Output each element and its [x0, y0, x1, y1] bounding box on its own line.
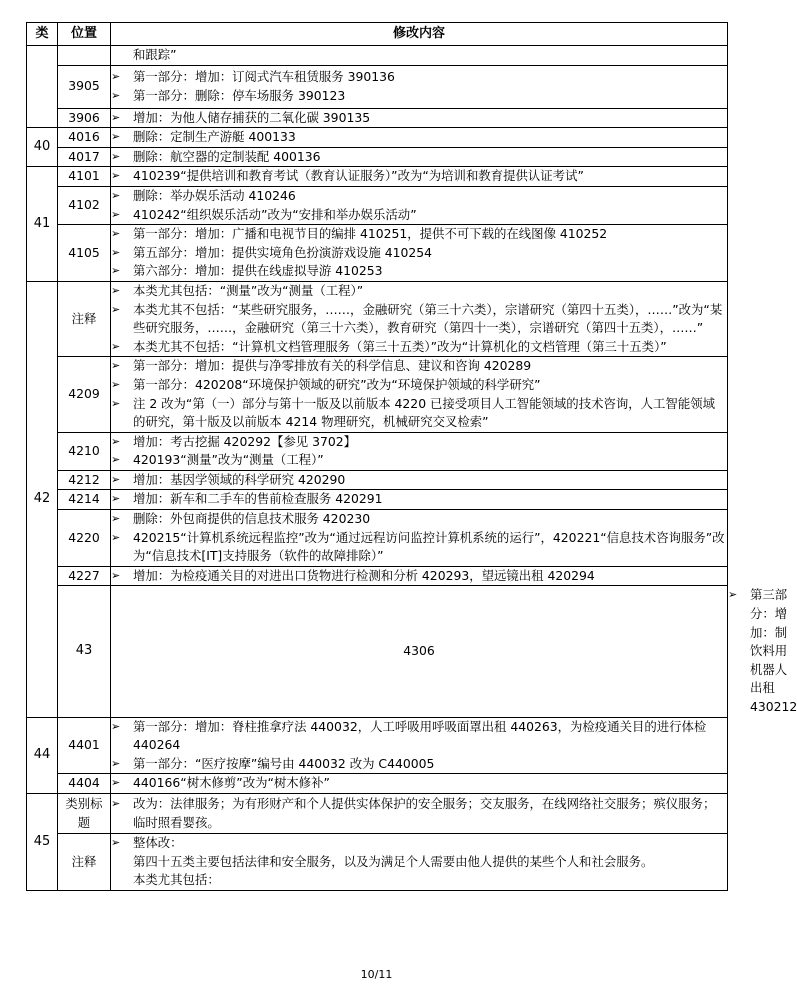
list-item	[111, 68, 727, 87]
item-text: 第六部分：增加：提供在线虚拟导游 410253	[133, 263, 383, 279]
arrow-bullet-icon: ➢	[111, 188, 121, 202]
item-text: 删除：定制生产游艇 400133	[133, 129, 296, 145]
arrow-bullet-icon: ➢	[111, 472, 121, 486]
arrow-bullet-icon: ➢	[111, 492, 121, 506]
table-row	[27, 167, 728, 187]
list-item	[111, 148, 727, 167]
item-text: 增加：基因学领域的科学研究 420290	[133, 471, 346, 487]
class-cell-45: 45	[27, 793, 58, 890]
content-cell	[111, 566, 728, 586]
item-text: 增加：为他人储存捕获的二氧化碳 390135	[133, 109, 371, 125]
item-text: 整体改：	[133, 835, 183, 851]
table-row	[27, 793, 728, 833]
table-header-row	[27, 23, 728, 46]
position-cell: 4210	[58, 432, 111, 470]
list-item	[111, 834, 727, 853]
content-cell	[111, 357, 728, 432]
revision-table	[26, 22, 797, 891]
list-item	[111, 262, 727, 281]
item-text: 第一部分：删除：停车场服务 390123	[133, 87, 346, 103]
class-cell-39	[27, 46, 58, 128]
position-cell: 4101	[58, 167, 111, 187]
table-row	[27, 566, 728, 586]
content-cell	[111, 717, 728, 774]
page-number: 10/11	[360, 968, 393, 981]
arrow-bullet-icon: ➢	[111, 130, 121, 144]
arrow-bullet-icon: ➢	[111, 453, 121, 467]
item-text: 第五部分：增加：提供实境角色扮演游戏设施 410254	[133, 244, 433, 260]
arrow-bullet-icon: ➢	[111, 530, 121, 544]
list-item	[111, 109, 727, 128]
position-cell: 3905	[58, 65, 111, 108]
item-text: 第一部分：增加：订阅式汽车租赁服务 390136	[133, 69, 395, 84]
table-row	[27, 510, 728, 567]
item-text: 增加：新车和二手车的售前检查服务 420291	[133, 491, 383, 507]
item-text: 第三部分：增加：制饮料用机器人出租 430212	[750, 587, 797, 714]
list-item	[111, 301, 727, 338]
arrow-bullet-icon: ➢	[111, 264, 121, 278]
item-text: 420215“计算机系统远程监控”改为“通过远程访问监控计算机系统的运行”，420221“信息技术咨询服务”改为“信息技术[IT]支持服务（软件的故障排除）”	[133, 529, 725, 564]
item-text: 增加：为检疫通关目的对进出口货物进行检测和分析 420293，望远镜出租 420294	[133, 567, 595, 583]
list-item	[111, 529, 727, 566]
continued-text: 和跟踪”	[133, 47, 177, 62]
arrow-bullet-icon: ➢	[111, 302, 121, 316]
table-row	[27, 774, 728, 794]
list-item	[111, 471, 727, 490]
table-row	[27, 470, 728, 490]
table-row	[27, 281, 728, 356]
content-cell	[111, 510, 728, 567]
item-text: 第一部分：增加：广播和电视节目的编排 410251，提供不可下载的在线图像 410252	[133, 226, 608, 242]
position-cell: 4105	[58, 225, 111, 282]
position-cell: 4227	[58, 566, 111, 586]
content-cell	[111, 186, 728, 224]
table-row	[27, 432, 728, 470]
list-item	[111, 490, 727, 509]
arrow-bullet-icon: ➢	[111, 227, 121, 241]
list-item	[111, 282, 727, 301]
item-text: 第一部分：420208“环境保护领域的研究”改为“环境保护领域的科学研究”	[133, 376, 541, 392]
item-text: 注 2 改为“第（一）部分与第十一版及以前版本 4220 已接受项目人工智能领域的技术咨询，人工智能领域的研究，第十版及以前版本 4214 物理研究，机械研究交叉检索”	[133, 395, 715, 430]
table-row	[27, 65, 728, 108]
list-item	[111, 244, 727, 263]
item-text: 440166“树木修剪”改为“树木修补”	[133, 775, 330, 791]
note-line: 本类尤其包括：	[133, 872, 220, 888]
content-cell	[111, 65, 728, 108]
arrow-bullet-icon: ➢	[111, 396, 121, 410]
arrow-bullet-icon: ➢	[111, 169, 121, 183]
arrow-bullet-icon: ➢	[111, 719, 121, 733]
content-cell	[111, 225, 728, 282]
position-cell: 4401	[58, 717, 111, 774]
table-row	[27, 108, 728, 128]
table-row	[27, 490, 728, 510]
content-cell	[111, 128, 728, 148]
arrow-bullet-icon: ➢	[111, 359, 121, 373]
class-cell-43: 43	[58, 586, 111, 717]
arrow-bullet-icon: ➢	[111, 339, 121, 353]
content-cell	[111, 167, 728, 187]
arrow-bullet-icon: ➢	[111, 568, 121, 582]
item-text: 第一部分：“医疗按摩”编号由 440032 改为 C440005	[133, 755, 435, 771]
item-text: 删除：举办娱乐活动 410246	[133, 187, 296, 203]
item-text: 410242“组织娱乐活动”改为“安排和举办娱乐活动”	[133, 206, 417, 222]
list-item	[111, 795, 727, 832]
content-cell	[111, 793, 728, 833]
list-item	[111, 510, 727, 529]
header-position: 位置	[58, 23, 111, 46]
position-cell: 4102	[58, 186, 111, 224]
arrow-bullet-icon: ➢	[111, 245, 121, 259]
table-row	[27, 147, 728, 167]
list-item	[111, 451, 727, 470]
table-row	[27, 186, 728, 224]
item-text: 410239“提供培训和教育考试（教育认证服务）”改为“为培训和教育提供认证考试”	[133, 168, 584, 184]
position-cell: 4016	[58, 128, 111, 148]
class-cell-40: 40	[27, 128, 58, 167]
item-text: 删除：外包商提供的信息技术服务 420230	[133, 511, 371, 527]
list-item	[111, 225, 727, 244]
position-cell: 4209	[58, 357, 111, 432]
table-row	[27, 46, 728, 66]
list-item	[111, 87, 727, 106]
class-cell-41: 41	[27, 167, 58, 282]
item-text: 删除：航空器的定制装配 400136	[133, 148, 321, 164]
arrow-bullet-icon: ➢	[111, 88, 121, 102]
arrow-bullet-icon: ➢	[111, 434, 121, 448]
position-cell: 4306	[111, 586, 728, 717]
list-item	[111, 128, 727, 147]
position-cell: 3906	[58, 108, 111, 128]
arrow-bullet-icon: ➢	[111, 110, 121, 124]
list-item	[111, 338, 727, 357]
list-item	[111, 206, 727, 225]
list-item	[111, 718, 727, 755]
position-cell	[58, 46, 111, 66]
item-text: 第一部分：增加：提供与净零排放有关的科学信息、建议和咨询 420289	[133, 358, 532, 374]
table-row	[27, 586, 728, 717]
arrow-bullet-icon: ➢	[111, 512, 121, 526]
table-row	[27, 717, 728, 774]
position-cell: 4212	[58, 470, 111, 490]
item-text: 本类尤其不包括：“计算机文档管理服务（第三十五类）”改为“计算机化的文档管理（第三十五类）”	[133, 338, 667, 354]
class-cell-42: 42	[27, 281, 58, 717]
list-item	[111, 774, 727, 793]
content-cell	[111, 834, 728, 891]
item-text: 420193“测量”改为“测量（工程）”	[133, 452, 324, 468]
note-line: 第四十五类主要包括法律和安全服务，以及为满足个人需要由他人提供的某些个人和社会服务。	[133, 853, 654, 869]
position-cell: 注释	[58, 834, 111, 891]
arrow-bullet-icon: ➢	[111, 756, 121, 770]
class-cell-44: 44	[27, 717, 58, 793]
content-cell	[111, 281, 728, 356]
table-row	[27, 357, 728, 432]
content-cell	[111, 147, 728, 167]
content-cell	[111, 470, 728, 490]
item-text: 改为：法律服务；为有形财产和个人提供实体保护的安全服务；交友服务，在线网络社交服务；殡仪服务；临时照看婴孩。	[133, 795, 716, 830]
arrow-bullet-icon: ➢	[728, 588, 738, 602]
list-item	[111, 755, 727, 774]
content-cell	[111, 490, 728, 510]
position-cell: 4220	[58, 510, 111, 567]
list-item	[111, 357, 727, 376]
arrow-bullet-icon: ➢	[111, 796, 121, 810]
content-cell	[111, 774, 728, 794]
arrow-bullet-icon: ➢	[111, 283, 121, 297]
content-cell	[111, 46, 728, 66]
arrow-bullet-icon: ➢	[111, 836, 121, 850]
header-class: 类	[27, 23, 58, 46]
position-cell: 4017	[58, 147, 111, 167]
list-item	[111, 433, 727, 452]
header-content: 修改内容	[111, 23, 728, 46]
arrow-bullet-icon: ➢	[111, 70, 121, 83]
arrow-bullet-icon: ➢	[111, 377, 121, 391]
item-text: 第一部分：增加：脊柱推拿疗法 440032，人工呼吸用呼吸面罩出租 440263，为检疫通关目的进行体检 440264	[133, 718, 707, 753]
position-cell: 4404	[58, 774, 111, 794]
list-item	[111, 167, 727, 186]
position-cell: 类别标题	[58, 793, 111, 833]
arrow-bullet-icon: ➢	[111, 149, 121, 163]
list-item	[111, 187, 727, 206]
arrow-bullet-icon: ➢	[111, 776, 121, 790]
table-row	[27, 225, 728, 282]
table-row	[27, 128, 728, 148]
list-item	[111, 567, 727, 586]
content-cell	[111, 432, 728, 470]
item-text: 本类尤其不包括：“某些研究服务，……，金融研究（第三十六类），宗谱研究（第四十五类），……”改为“某些研究服务，……，金融研究（第三十六类），教育研究（第四十一类），宗谱研究（第四十五类），……”	[133, 301, 723, 336]
table-row	[27, 834, 728, 891]
item-text: 本类尤其包括：“测量”改为“测量（工程）”	[133, 282, 364, 298]
content-cell	[111, 108, 728, 128]
list-item	[111, 376, 727, 395]
position-cell: 4214	[58, 490, 111, 510]
position-cell: 注释	[58, 281, 111, 356]
list-item	[111, 395, 727, 432]
item-text: 增加：考古挖掘 420292【参见 3702】	[133, 433, 357, 449]
arrow-bullet-icon: ➢	[111, 207, 121, 221]
